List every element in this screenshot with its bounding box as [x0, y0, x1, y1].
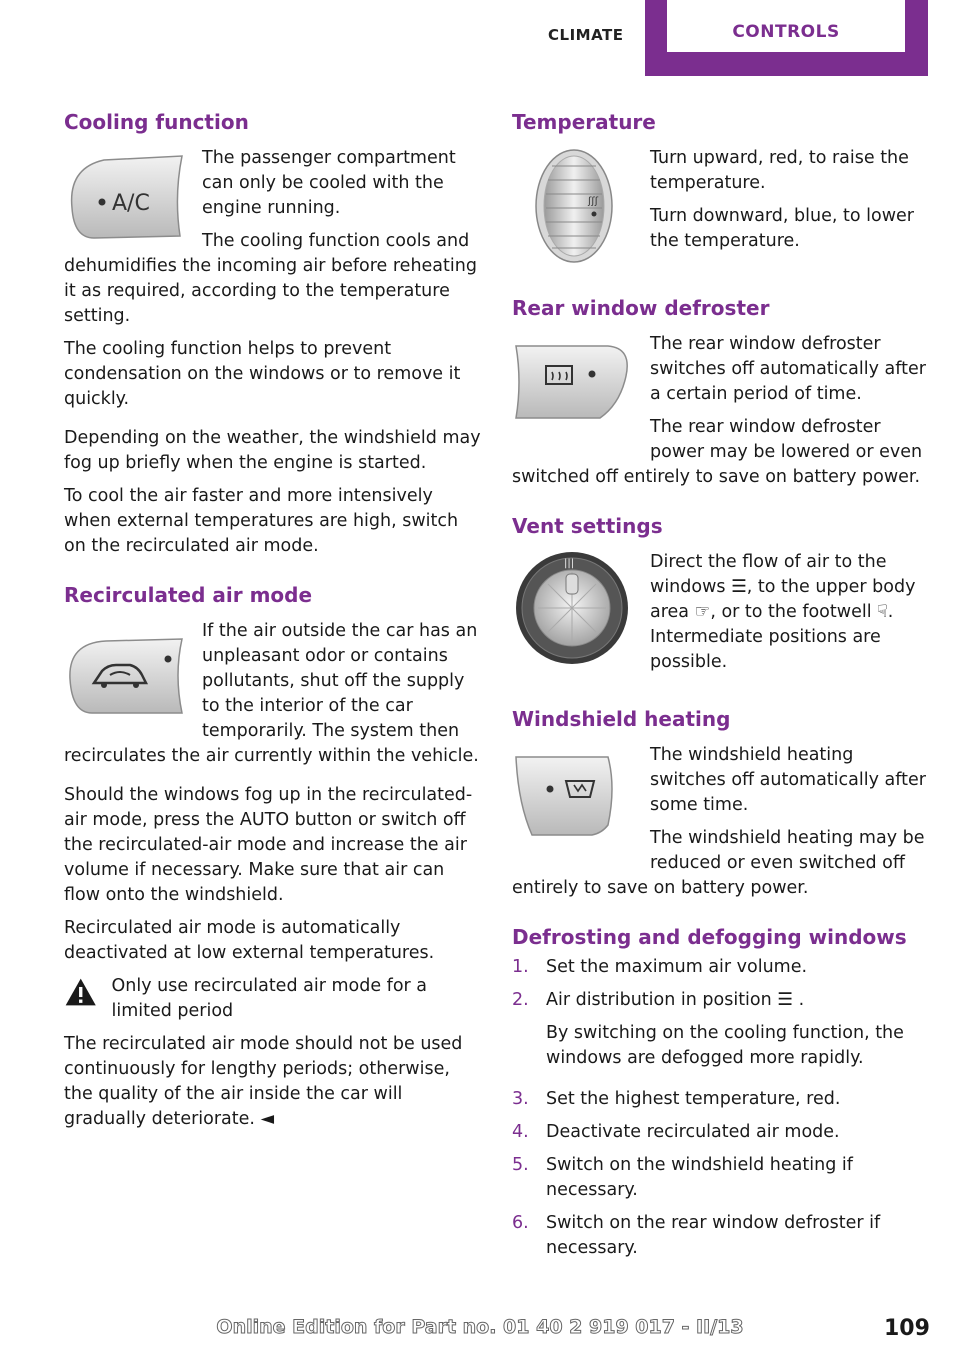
list-item: 1. Set the maximum air volume. [512, 957, 808, 977]
right-column [512, 108, 930, 1283]
list-item: 3. Set the highest temperature, red. [512, 1089, 841, 1109]
cooling-p1: The passenger compartment can only be cooled with the engine running. [202, 148, 456, 218]
recirc-p3: Recirculated air mode is automatically deactivated at low external temperatures. [64, 918, 435, 963]
recirc-heading: Recirculated air mode [64, 583, 313, 607]
svg-text:|||: ||| [564, 558, 575, 569]
ac-button-image [64, 146, 188, 246]
warning-title: Only use recirculated air mode for a limited period [111, 976, 428, 1021]
recirc-p2: Should the windows fog up in the recirculated-air mode, press the AUTO button or switch off the recirculated-air mode and increase the air volume if necessary. Make sure that air can flow onto the windshield. [64, 785, 473, 905]
list-item: 6. Switch on the rear window defroster if necessary. [512, 1213, 881, 1258]
rear-defroster-heading: Rear window defroster [512, 296, 770, 320]
vents-heading: Vent settings [512, 514, 663, 538]
end-mark: ◄ [260, 1109, 275, 1129]
svg-text:ʃʃʃ: ʃʃʃ [588, 196, 599, 207]
list-item: 5. Switch on the windshield heating if necessary. [512, 1155, 853, 1200]
chapter-tab: CLIMATE [548, 26, 624, 44]
list-item: 2. Air distribution in position ☰ . By switching on the cooling function, the windows are defogged more rapidly. [512, 990, 904, 1068]
warning-text: The recirculated air mode should not be used continuously for lengthy periods; otherwise, the quality of the air inside the car will gradually deteriorate. ◄ [64, 1034, 463, 1129]
cooling-section [64, 108, 482, 559]
footwell-vent-icon: ☟ [877, 602, 888, 622]
windshield-p2: The windshield heating may be reduced or even switched off entirely to save on battery power. [512, 828, 925, 898]
cooling-p5: To cool the air faster and more intensively when external temperatures are high, switch on the recirculated air mode. [64, 486, 459, 556]
left-column [64, 108, 482, 1154]
cooling-heading: Cooling function [64, 110, 249, 134]
edition-footer: Online Edition for Part no. 01 40 2 919 017 - II/13 [216, 1316, 744, 1338]
recirc-section [64, 581, 482, 1132]
temperature-p2: Turn downward, blue, to lower the temperature. [650, 206, 914, 251]
windshield-p1: The windshield heating switches off automatically after some time. [650, 745, 926, 815]
vents-section [512, 512, 930, 683]
cooling-p4: Depending on the weather, the windshield may fog up briefly when the engine is started. [64, 428, 481, 473]
cooling-p3: The cooling function helps to prevent condensation on the windows or to remove it quickly. [64, 339, 461, 409]
warning-icon [64, 974, 97, 1010]
windshield-vent-icon: ☰ [731, 577, 747, 597]
recirc-button-image [64, 619, 188, 729]
rear-defroster-p1: The rear window defroster switches off automatically after a certain period of time. [650, 334, 926, 404]
windshield-heading: Windshield heating [512, 707, 731, 731]
defog-steps [512, 955, 930, 1261]
upper-body-vent-icon: ☞ [694, 602, 711, 622]
rear-defroster-section [512, 294, 930, 490]
windshield-button-image [512, 743, 636, 847]
section-tab [645, 0, 928, 76]
defog-heading: Defrosting and defogging windows [512, 925, 907, 949]
vents-text: Direct the flow of air to the windows ☰, to the upper body area ☞, or to the footwell ☟. Intermediate positions are possible. [650, 552, 916, 672]
recirc-p1: If the air outside the car has an unpleasant odor or contains pollutants, shut off the supply to the interior of the car temporarily. The system then recirculates the air currently within the vehicle. [64, 621, 479, 766]
cooling-p2: The cooling function cools and dehumidifies the incoming air before reheating it as required, according to the temperature setting. [64, 231, 477, 326]
temperature-heading: Temperature [512, 110, 656, 134]
temperature-dial-image [512, 146, 636, 266]
rear-defroster-button-image [512, 332, 636, 436]
page-number: 109 [884, 1316, 930, 1341]
list-item: 4. Deactivate recirculated air mode. [512, 1122, 840, 1142]
temperature-section [512, 108, 930, 272]
section-tab-label: CONTROLS [667, 0, 905, 52]
windshield-vent-icon: ☰ [777, 990, 793, 1010]
defog-section [512, 923, 930, 1261]
recirc-warning [64, 974, 482, 1024]
rear-defroster-p2: The rear window defroster power may be lowered or even switched off entirely to save on battery power. [512, 417, 923, 487]
windshield-section [512, 705, 930, 901]
vent-dial-image [512, 550, 636, 664]
svg-text:A/C: A/C [112, 191, 150, 216]
temperature-p1: Turn upward, red, to raise the temperature. [650, 148, 909, 193]
